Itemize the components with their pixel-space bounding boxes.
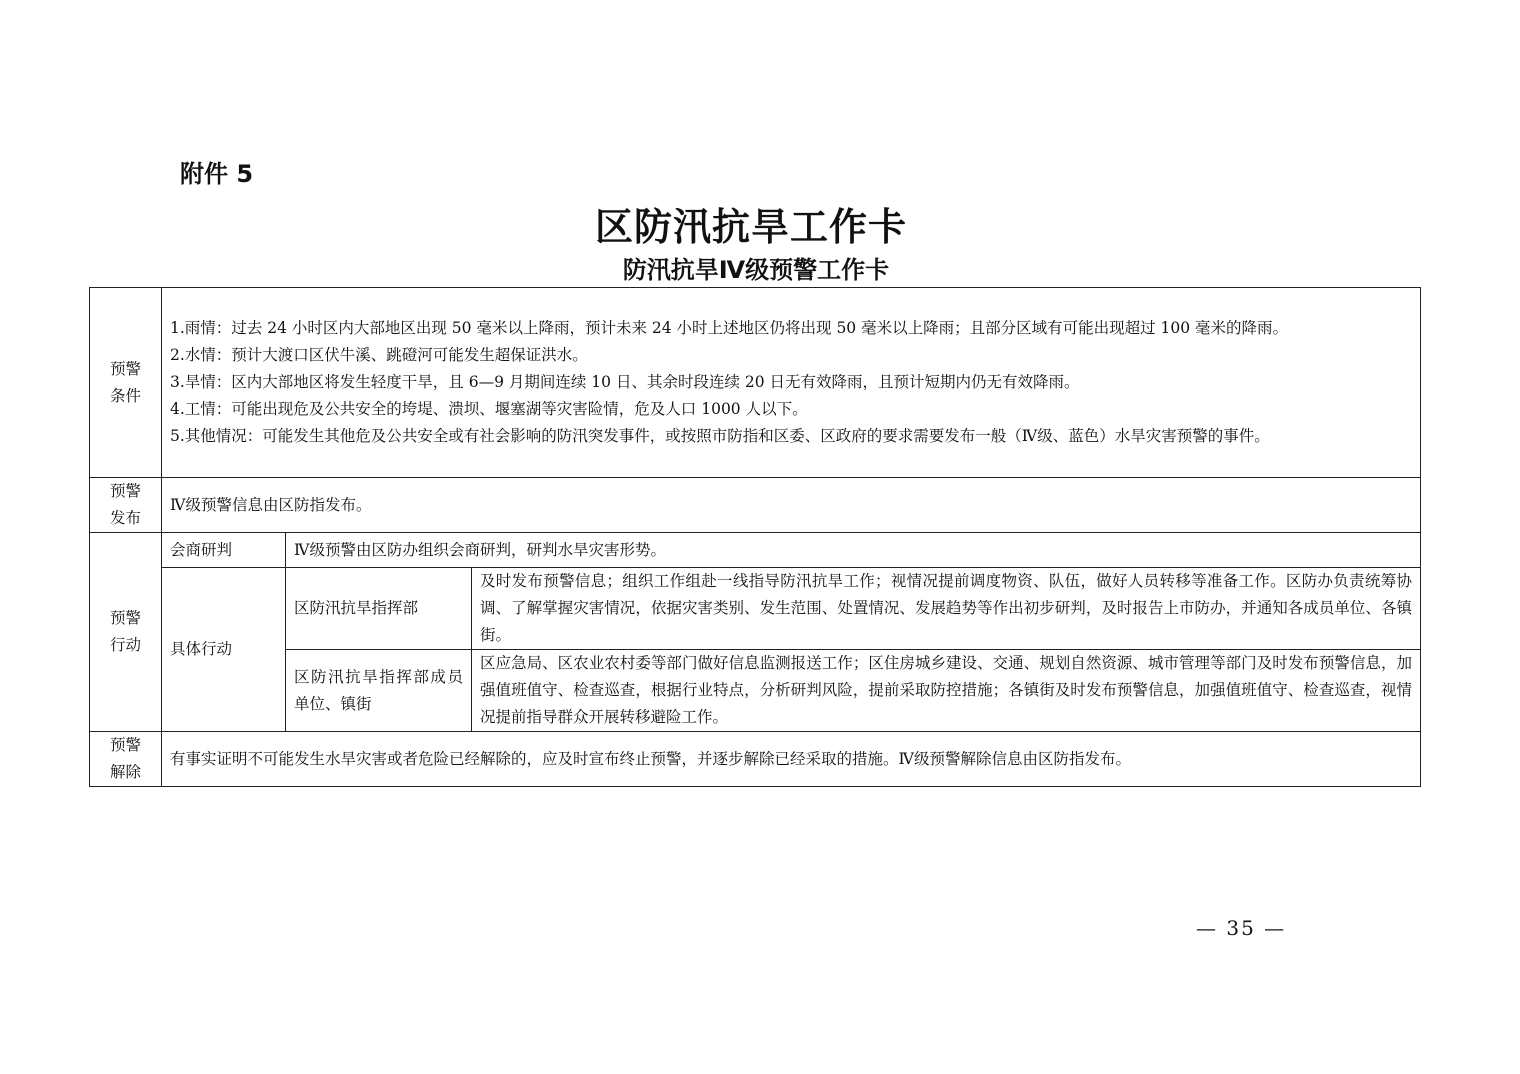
members-label: 区防汛抗旱指挥部成员单位、镇街 [286, 650, 472, 732]
release-header-line2: 发布 [109, 509, 141, 527]
release-header [90, 478, 162, 533]
condition-item-drought: 3.旱情：区内大部地区将发生轻度干旱，且 6—9 月期间连续 10 日、其余时段连续 20 日无有效降雨，且预计短期内仍无有效降雨。 [170, 373, 1080, 391]
hq-action-row [90, 568, 1421, 650]
action-header [90, 533, 162, 732]
consult-label: 会商研判 [162, 533, 286, 568]
condition-item-water: 2.水情：预计大渡口区伏牛溪、跳磴河可能发生超保证洪水。 [170, 346, 588, 364]
lift-row [90, 732, 1421, 787]
consult-content: Ⅳ级预警由区防办组织会商研判，研判水旱灾害形势。 [286, 533, 1421, 568]
lift-header-line1: 预警 [109, 736, 141, 754]
page-number: — 35 — [1196, 916, 1287, 940]
lift-header-line2: 解除 [109, 763, 141, 781]
conditions-content [162, 288, 1421, 478]
lift-header [90, 732, 162, 787]
annex-label: 附件 5 [180, 160, 254, 188]
conditions-header-line1: 预警 [109, 359, 141, 378]
action-header-line2: 行动 [109, 636, 141, 654]
page-title: 区防汛抗旱工作卡 [594, 205, 907, 249]
release-header-line1: 预警 [109, 482, 141, 500]
hq-label: 区防汛抗旱指挥部 [286, 568, 472, 650]
members-action-row [90, 650, 1421, 732]
consult-row [90, 533, 1421, 568]
release-row [90, 478, 1421, 533]
work-card-table [89, 287, 1421, 787]
condition-item-rain: 1.雨情：过去 24 小时区内大部地区出现 50 毫米以上降雨，预计未来 24 小时上述地区仍将出现 50 毫米以上降雨；且部分区域有可能出现超过 100 毫米的降雨。 [170, 319, 1289, 337]
specific-action-label: 具体行动 [162, 568, 286, 732]
condition-item-other: 5.其他情况：可能发生其他危及公共安全或有社会影响的防汛突发事件，或按照市防指和区委、区政府的要求需要发布一般（Ⅳ级、蓝色）水旱灾害预警的事件。 [170, 427, 1270, 445]
lift-content: 有事实证明不可能发生水旱灾害或者危险已经解除的，应及时宣布终止预警，并逐步解除已经采取的措施。Ⅳ级预警解除信息由区防指发布。 [162, 732, 1421, 787]
conditions-header [90, 288, 162, 478]
conditions-row [90, 288, 1421, 478]
condition-item-works: 4.工情：可能出现危及公共安全的垮堤、溃坝、堰塞湖等灾害险情，危及人口 1000 人以下。 [170, 400, 808, 418]
conditions-header-line2: 条件 [109, 386, 141, 405]
action-header-line1: 预警 [109, 609, 141, 627]
hq-content: 及时发布预警信息；组织工作组赴一线指导防汛抗旱工作；视情况提前调度物资、队伍，做好人员转移等准备工作。区防办负责统筹协调、了解掌握灾害情况，依据灾害类别、发生范围、处置情况、发展趋势等作出初步研判，及时报告上市防办，并通知各成员单位、各镇街。 [472, 568, 1421, 650]
release-content: Ⅳ级预警信息由区防指发布。 [162, 478, 1421, 533]
members-content: 区应急局、区农业农村委等部门做好信息监测报送工作；区住房城乡建设、交通、规划自然资源、城市管理等部门及时发布预警信息，加强值班值守、检查巡查，根据行业特点，分析研判风险，提前采取防控措施；各镇街及时发布预警信息，加强值班值守、检查巡查，视情况提前指导群众开展转移避险工作。 [472, 650, 1421, 732]
page-subtitle: 防汛抗旱Ⅳ级预警工作卡 [622, 256, 890, 284]
